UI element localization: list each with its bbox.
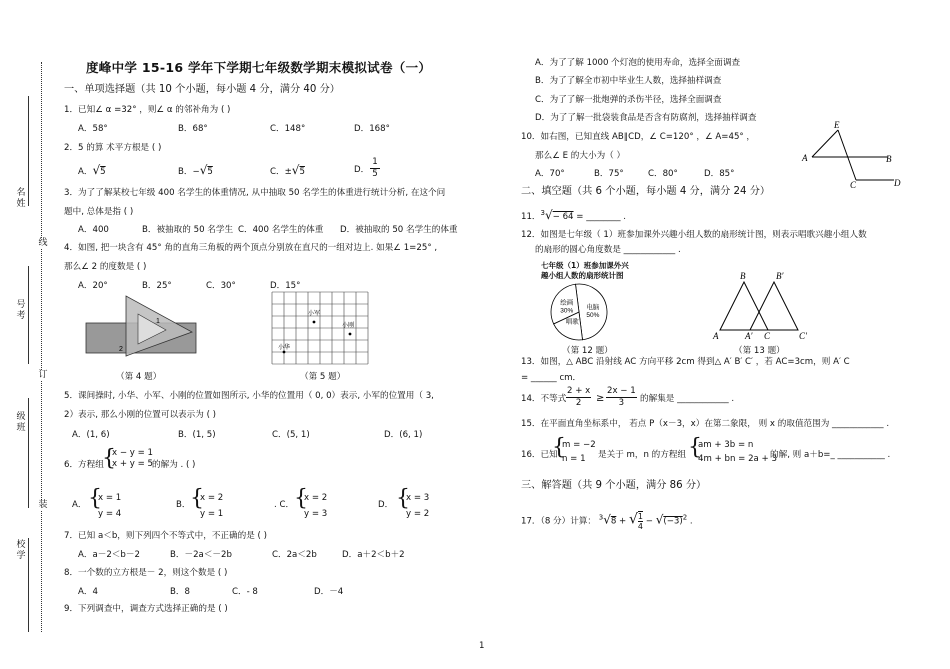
- binding-label-exam-number: 号 考: [16, 300, 26, 321]
- fig13-C: C: [764, 331, 771, 341]
- q2-option-b: B．−√5: [178, 163, 213, 177]
- binding-label-class: 级 班: [16, 412, 26, 433]
- q1-option-b: B．68°: [178, 124, 208, 134]
- question-14: 14．不等式: [521, 394, 567, 404]
- q7-option-d: D．a＋2＜b＋2: [342, 550, 405, 560]
- q16-brace-1: {: [552, 435, 566, 460]
- q1-option-a: A．58°: [78, 124, 108, 134]
- q6-option-b-key: B．: [176, 500, 191, 510]
- question-12-line2: 的扇形的圆心角度数是 ____________ .: [535, 245, 681, 255]
- page-number: 1: [479, 641, 485, 651]
- question-7: 7．已知 a＜b，则下列四个不等式中，不正确的是 ( ): [64, 531, 267, 541]
- exam-title: 度峰中学 15-16 学年下学期七年级数学期末模拟试卷（一）: [86, 60, 432, 75]
- q16-brace-2: {: [688, 435, 702, 460]
- q7-option-b: B．－2a＜－2b: [170, 550, 232, 560]
- q6-option-a-brace: {: [88, 486, 102, 511]
- q10-option-c: C．80°: [648, 169, 678, 179]
- question-5-line2: 2）表示, 那么小刚的位置可以表示为 ( ): [64, 410, 217, 420]
- question-13-line1: 13．如图，△ ABC 沿射线 AC 方向平移 2cm 得到△ A′ B′ C′ ，若 AC=3cm，则 A′ C: [521, 357, 850, 367]
- q5-option-c: C．(5, 1): [272, 430, 310, 440]
- q6-option-d-system: x = 3 y = 2: [406, 493, 430, 519]
- q1-option-d: D．168°: [354, 124, 390, 134]
- q10-option-d: D．85°: [704, 169, 735, 179]
- figure-5-caption: （第 5 题）: [300, 372, 346, 382]
- binding-dotted-line: [41, 62, 42, 632]
- question-3-line1: 3．为了了解某校七年级 400 名学生的体重情况, 从中抽取 50 名学生的体重进行统计分析, 在这个问: [64, 188, 446, 198]
- q5-option-d: D．(6, 1): [384, 430, 423, 440]
- q14-fraction-right: 2x − 1 3: [607, 386, 636, 408]
- q4-option-d: D．15°: [270, 281, 301, 291]
- section-2-heading: 二、填空题（共 6 个小题，每小题 4 分，满分 24 分）: [521, 186, 771, 197]
- q14-fraction-left: 2 + x 2: [567, 386, 591, 408]
- q9-option-b: B．为了了解全市初中毕业生人数，选择抽样调查: [535, 76, 722, 86]
- q16-system-1: m = −2 n = 1: [562, 440, 596, 464]
- binding-solid-line-3: [28, 398, 29, 508]
- fig13-Cprime: C′: [799, 331, 807, 341]
- q1-option-c: C．148°: [270, 124, 306, 134]
- question-15: 15．在平面直角坐标系中， 若点 P（x－3，x）在第二象限， 则 x 的取值范围为 ____________ .: [521, 419, 890, 429]
- q6-option-c-brace: {: [294, 486, 308, 511]
- fig13-Bprime: B′: [776, 271, 784, 281]
- q2-option-c: C．±√5: [270, 163, 305, 177]
- question-4-line1: 4．如图, 把一块含有 45° 角的直角三角板的两个顶点分别放在直尺的一组对边上. 如果∠ 1=25° ,: [64, 243, 438, 253]
- figure-13-translated-triangles: [710, 270, 820, 344]
- pie-label-2: 绘画: [560, 299, 574, 307]
- point-xiaogang: [349, 333, 352, 336]
- q3-option-c: C．400 名学生的体重: [238, 225, 324, 235]
- figure-5-grid: [272, 292, 368, 364]
- binding-mark-line: 线: [38, 238, 48, 248]
- label-xiaogang: 小刚: [342, 323, 355, 329]
- section-1-heading: 一、单项选择题（共 10 个小题，每小题 4 分，满分 40 分）: [64, 84, 340, 95]
- question-14-tail: 的解集是 ____________ .: [640, 394, 735, 404]
- fig13-A: A: [713, 331, 719, 341]
- question-16-start: 16．已知: [521, 450, 558, 460]
- q8-option-c: C．- 8: [232, 587, 258, 597]
- point-B-label: B: [886, 154, 892, 164]
- figure-12-caption: （第 12 题）: [562, 346, 613, 356]
- q6-option-d-brace: {: [396, 486, 410, 511]
- question-10-line1: 10．如右图，已知直线 AB∥CD，∠ C=120° ，∠ A=45° ，: [521, 132, 756, 142]
- label-xiaohua: 小华: [278, 345, 291, 351]
- q6-option-b-brace: {: [190, 486, 204, 511]
- point-A-label: A: [802, 153, 808, 163]
- q5-option-b: B．(1, 5): [178, 430, 216, 440]
- binding-label-name: 名 姓: [16, 188, 26, 209]
- q6-option-c-key: . C．: [274, 500, 295, 510]
- label-xiaojun: 小军: [308, 311, 321, 317]
- question-17: 17．（8 分）计算： $^3$√8 + √ $\frac{1}{4}$ − $√(-3)^2$ .: [521, 511, 693, 531]
- question-4-line2: 那么∠ 2 的度数是 ( ): [64, 262, 147, 272]
- angle-2-label: 2: [119, 346, 123, 353]
- pie-label-0: 电脑: [586, 304, 600, 312]
- question-1: 1．已知∠ α =32° ，则∠ α 的邻补角为 ( ): [64, 105, 231, 115]
- q2-option-a: A．√5: [78, 163, 106, 177]
- section-3-heading: 三、解答题（共 9 个小题，满分 86 分）: [521, 480, 707, 491]
- q6-option-c-system: x = 2 y = 3: [304, 493, 328, 519]
- figure-4-ruler-triangle: [86, 296, 196, 360]
- figure-12-pie-chart: [546, 282, 612, 342]
- fig13-Aprime: A′: [745, 331, 753, 341]
- q10-option-b: B．75°: [594, 169, 624, 179]
- question-3-line2: 题中, 总体是指 ( ): [64, 207, 134, 217]
- angle-1-label: 1: [156, 318, 160, 325]
- pie-title-line1: 七年级（1）班参加课外兴: [541, 261, 629, 270]
- binding-mark-bind: 装: [38, 500, 48, 510]
- pie-value-label-2: 30%: [560, 307, 574, 315]
- q6-option-a-system: x = 1 y = 4: [98, 493, 122, 519]
- question-16-mid: 是关于 m，n 的方程组: [598, 450, 687, 460]
- q6-brace: {: [102, 446, 116, 471]
- figure-10-parallel-lines: [800, 120, 910, 190]
- binding-mark-seal: 订: [38, 370, 48, 380]
- point-D-label: D: [894, 178, 901, 188]
- q2-fraction: 1 5: [370, 157, 380, 180]
- pie-label-1: 唱歌: [565, 318, 579, 326]
- question-13-line2: = ______ cm．: [521, 373, 582, 383]
- question-6: 6．方程组: [64, 460, 104, 470]
- binding-solid-line-4: [28, 538, 29, 632]
- q7-option-c: C．2a＜2b: [272, 550, 317, 560]
- q14-ge: ≥: [596, 393, 605, 404]
- q9-option-d: D．为了了解一批袋装食品是否含有防腐剂，选择抽样调查: [535, 113, 757, 123]
- binding-solid-line-2: [28, 266, 29, 364]
- q6-option-d-key: D．: [378, 500, 394, 510]
- q8-option-b: B．8: [170, 587, 190, 597]
- fig13-B: B: [740, 271, 746, 281]
- question-2: 2．5 的算 术平方根是 ( ): [64, 143, 162, 153]
- q6-option-a-key: A．: [72, 500, 87, 510]
- q5-option-a: A．(1, 6): [72, 430, 110, 440]
- figure-4-caption: （第 4 题）: [116, 372, 162, 382]
- question-5-line1: 5．课间操时, 小华、小军、小刚的位置如图所示, 小华的位置用（ 0, 0）表示, 小军的位置用（ 3,: [64, 391, 434, 401]
- point-xiaohua: [283, 351, 286, 354]
- point-C-label: C: [850, 180, 857, 190]
- q4-option-a: A．20°: [78, 281, 108, 291]
- q4-option-c: C．30°: [206, 281, 236, 291]
- question-16-tail: 的解, 则 a＋b=_ ___________ .: [770, 450, 891, 460]
- question-12-line1: 12．如图是七年级（ 1）班参加课外兴趣小组人数的扇形统计图，则表示唱歌兴趣小组人数: [521, 230, 867, 240]
- q8-option-a: A．4: [78, 587, 98, 597]
- question-6-tail: 的解为 . ( ): [152, 460, 196, 470]
- q3-option-b: B．被抽取的 50 名学生: [142, 225, 234, 235]
- binding-solid-line-1: [28, 96, 29, 206]
- pie-title-line2: 趣小组人数的扇形统计图: [541, 271, 624, 280]
- question-10-line2: 那么∠ E 的大小为（ ）: [535, 151, 626, 161]
- point-xiaojun: [313, 321, 316, 324]
- q10-option-a: A．70°: [535, 169, 565, 179]
- q2-option-d: D．: [354, 165, 370, 175]
- question-11: 11．$^3$√− 64 = ________ .: [521, 207, 627, 222]
- q9-option-c: C．为了了解一批炮弹的杀伤半径，选择全面调查: [535, 95, 722, 105]
- point-E-label: E: [834, 120, 840, 130]
- binding-label-school: 校 学: [16, 540, 26, 561]
- question-9: 9．下列调查中，调查方式选择正确的是 ( ): [64, 604, 228, 614]
- figure-13-caption: （第 13 题）: [734, 346, 785, 356]
- q8-option-d: D．－4: [314, 587, 344, 597]
- q6-system: x − y = 1 x + y = 5: [112, 448, 153, 469]
- q4-option-b: B．25°: [142, 281, 172, 291]
- pie-value-label-0: 50%: [586, 312, 600, 320]
- q16-system-2: am + 3b = n 4m + bn = 2a + 3: [698, 440, 777, 464]
- q3-option-a: A．400: [78, 225, 109, 235]
- q9-option-a: A．为了了解 1000 个灯泡的使用寿命，选择全面调查: [535, 58, 741, 68]
- q6-option-b-system: x = 2 y = 1: [200, 493, 224, 519]
- question-8: 8．一个数的立方根是－ 2，则这个数是 ( ): [64, 568, 228, 578]
- q3-option-d: D．被抽取的 50 名学生的体重: [340, 225, 458, 235]
- q7-option-a: A．a－2＜b－2: [78, 550, 140, 560]
